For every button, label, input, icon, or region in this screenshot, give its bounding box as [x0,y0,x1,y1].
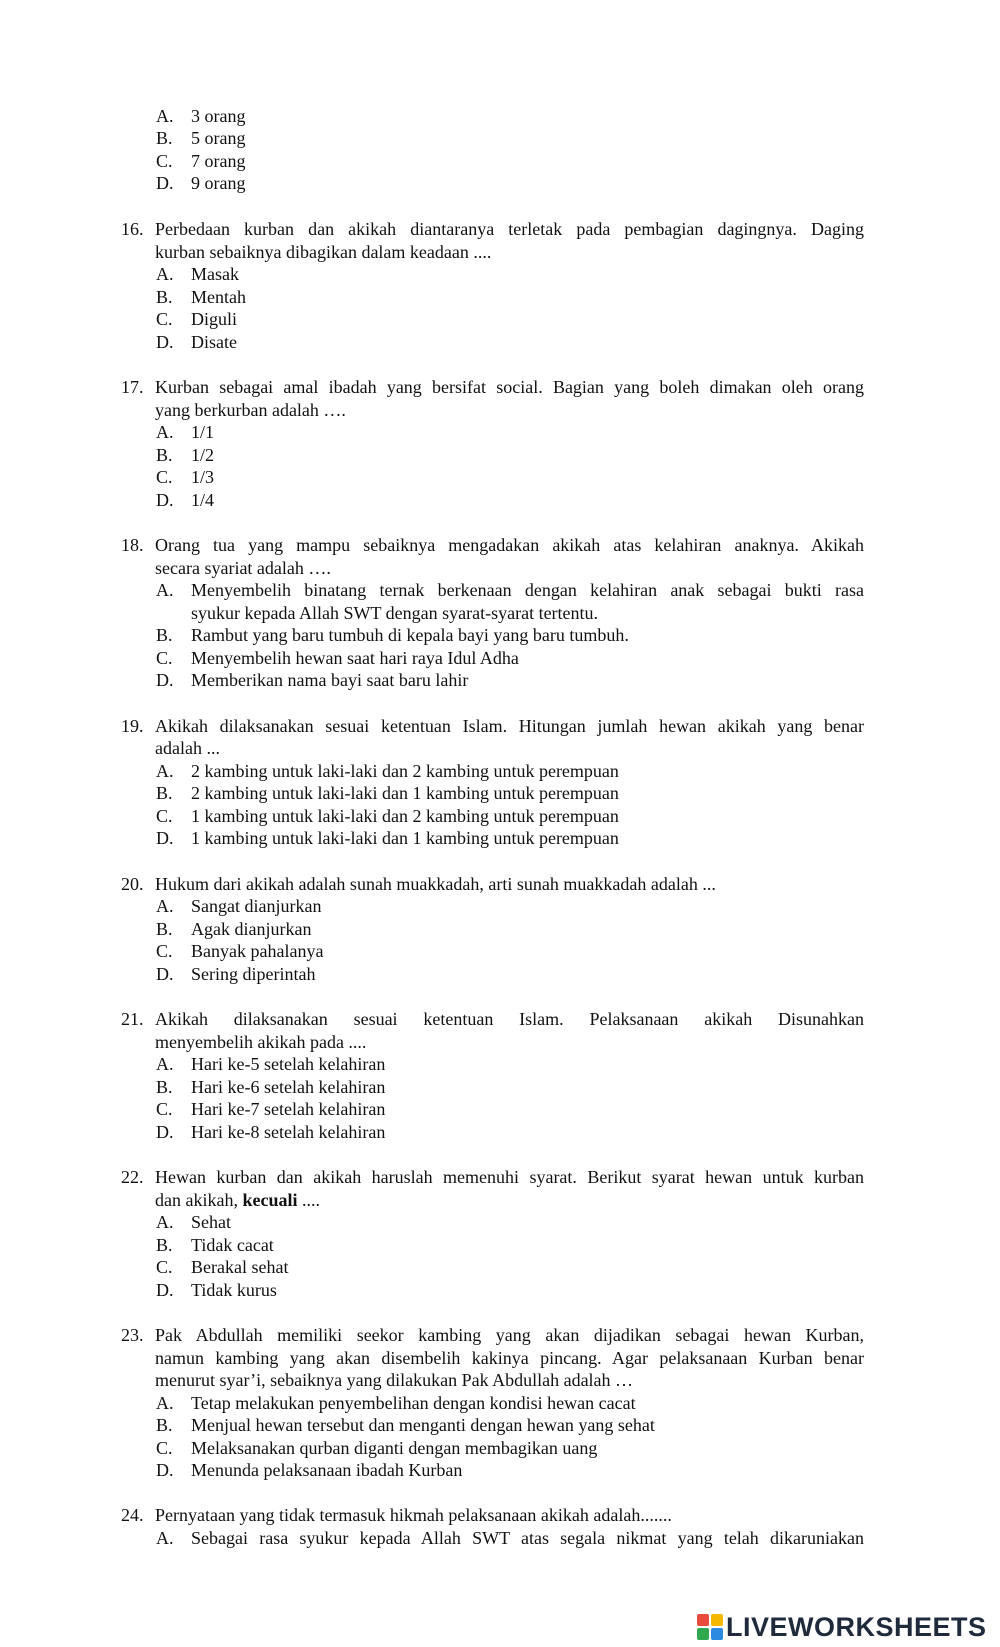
option-letter: D. [156,670,174,690]
option-text: Menyembelih binatang ternak berkenaan dengan kelahiran anak sebagai bukti rasa [191,580,864,600]
option-letter: B. [156,625,173,645]
option-text: Disate [191,332,237,352]
emphasis-kecuali: kecuali [242,1190,298,1210]
liveworksheets-icon [697,1614,723,1640]
question-number: 23. [121,1325,144,1345]
option-text: 1 kambing untuk laki-laki dan 2 kambing untuk perempuan [191,806,619,826]
option-letter: C. [156,1438,173,1458]
question-number: 18. [121,535,144,555]
option-letter: B. [156,128,173,148]
option-letter: C. [156,941,173,961]
question-number: 19. [121,716,144,736]
option-letter: A. [156,1054,174,1074]
question-text: yang berkurban adalah …. [155,400,346,420]
option-text: Menunda pelaksanaan ibadah Kurban [191,1460,463,1480]
option-letter: C. [156,309,173,329]
question-text: menurut syar’i, sebaiknya yang dilakukan Pak Abdullah adalah … [155,1370,634,1390]
question-number: 21. [121,1009,144,1029]
option-letter: A. [156,1528,174,1548]
option-text: Diguli [191,309,238,329]
option-text: Mentah [191,287,246,307]
option-letter: A. [156,1212,174,1232]
option-text: Sebagai rasa syukur kepada Allah SWT atas segala nikmat yang telah dikaruniakan [191,1528,864,1548]
option-text: Tidak cacat [191,1235,274,1255]
option-letter: B. [156,1235,173,1255]
option-text: 9 orang [191,173,246,193]
option-text: 2 kambing untuk laki-laki dan 2 kambing untuk perempuan [191,761,619,781]
option-text: 5 orang [191,128,246,148]
logo-square-yellow [711,1614,723,1626]
option-letter: D. [156,1122,174,1142]
option-text: 7 orang [191,151,246,171]
option-letter: C. [156,151,173,171]
question-text: Perbedaan kurban dan akikah diantaranya terletak pada pembagian dagingnya. Daging [155,219,864,239]
question-text: Akikah dilaksanakan sesuai ketentuan Islam. Hitungan jumlah hewan akikah yang benar [155,716,864,736]
option-text: Tetap melakukan penyembelihan dengan kondisi hewan cacat [191,1393,636,1413]
option-letter: B. [156,445,173,465]
option-letter: C. [156,1257,173,1277]
question-number: 16. [121,219,144,239]
question-text: Hewan kurban dan akikah haruslah memenuhi syarat. Berikut syarat hewan untuk kurban [155,1167,864,1187]
question-text: secara syariat adalah …. [155,558,331,578]
option-letter: A. [156,761,174,781]
question-text: Hukum dari akikah adalah sunah muakkadah, arti sunah muakkadah adalah ... [155,874,716,894]
option-letter: C. [156,1099,173,1119]
logo-square-green [697,1628,709,1640]
option-letter: B. [156,919,173,939]
option-text: Berakal sehat [191,1257,289,1277]
logo-text: LIVEWORKSHEETS [726,1611,987,1642]
option-letter: A. [156,1393,174,1413]
option-letter: A. [156,422,174,442]
option-letter: D. [156,173,174,193]
option-text: 1 kambing untuk laki-laki dan 1 kambing untuk perempuan [191,828,619,848]
question-text: adalah ... [155,738,220,758]
option-letter: B. [156,783,173,803]
option-letter: B. [156,1415,173,1435]
logo-square-red [697,1614,709,1626]
option-letter: A. [156,896,174,916]
option-letter: D. [156,828,174,848]
option-text: Hari ke-5 setelah kelahiran [191,1054,386,1074]
option-letter: D. [156,964,174,984]
question-text: Akikah dilaksanakan sesuai ketentuan Islam. Pelaksanaan akikah Disunahkan [155,1009,864,1029]
question-text: Pak Abdullah memiliki seekor kambing yang akan dijadikan sebagai hewan Kurban, [155,1325,864,1345]
option-text: 1/3 [191,467,215,487]
option-text: Memberikan nama bayi saat baru lahir [191,670,469,690]
question-text: Orang tua yang mampu sebaiknya mengadakan akikah atas kelahiran anaknya. Akikah [155,535,864,555]
option-text: Banyak pahalanya [191,941,324,961]
option-text: 1/1 [191,422,215,442]
question-text: namun kambing yang akan disembelih kakinya pincang. Agar pelaksanaan Kurban benar [155,1348,864,1368]
question-number: 17. [121,377,144,397]
option-text: Hari ke-6 setelah kelahiran [191,1077,386,1097]
option-letter: C. [156,467,173,487]
option-text: Tidak kurus [191,1280,277,1300]
option-text: Agak dianjurkan [191,919,312,939]
option-text: Melaksanakan qurban diganti dengan membagikan uang [191,1438,598,1458]
question-text: menyembelih akikah pada .... [155,1032,367,1052]
option-text: Hari ke-8 setelah kelahiran [191,1122,386,1142]
question-text-part: .... [297,1190,320,1210]
option-letter: D. [156,1280,174,1300]
option-text: Rambut yang baru tumbuh di kepala bayi yang baru tumbuh. [191,625,629,645]
option-text: 3 orang [191,106,246,126]
option-text: Hari ke-7 setelah kelahiran [191,1099,386,1119]
option-text: Menjual hewan tersebut dan menganti dengan hewan yang sehat [191,1415,655,1435]
question-text [155,1189,864,1211]
question-text-part: dan akikah, [155,1190,243,1210]
option-letter: C. [156,806,173,826]
question-number: 22. [121,1167,144,1187]
option-letter: D. [156,332,174,352]
option-letter: C. [156,648,173,668]
question-text: Pernyataan yang tidak termasuk hikmah pelaksanaan akikah adalah....... [155,1505,672,1525]
question-text: kurban sebaiknya dibagikan dalam keadaan .... [155,242,492,262]
option-letter: A. [156,106,174,126]
logo-square-blue [711,1628,723,1640]
option-letter: B. [156,1077,173,1097]
option-text: 2 kambing untuk laki-laki dan 1 kambing untuk perempuan [191,783,619,803]
question-number: 20. [121,874,144,894]
option-letter: A. [156,580,174,600]
question-number: 24. [121,1505,144,1525]
option-text: Sering diperintah [191,964,316,984]
option-text: Menyembelih hewan saat hari raya Idul Adha [191,648,519,668]
option-letter: D. [156,1460,174,1480]
option-text: Sehat [191,1212,231,1232]
option-text: Sangat dianjurkan [191,896,322,916]
option-letter: A. [156,264,174,284]
option-text: 1/4 [191,490,215,510]
option-letter: D. [156,490,174,510]
option-text: Masak [191,264,239,284]
option-text-continued: syukur kepada Allah SWT dengan syarat-syarat tertentu. [191,603,599,623]
question-text: Kurban sebagai amal ibadah yang bersifat social. Bagian yang boleh dimakan oleh orang [155,377,864,397]
option-letter: B. [156,287,173,307]
liveworksheets-logo [697,1612,987,1642]
option-text: 1/2 [191,445,215,465]
